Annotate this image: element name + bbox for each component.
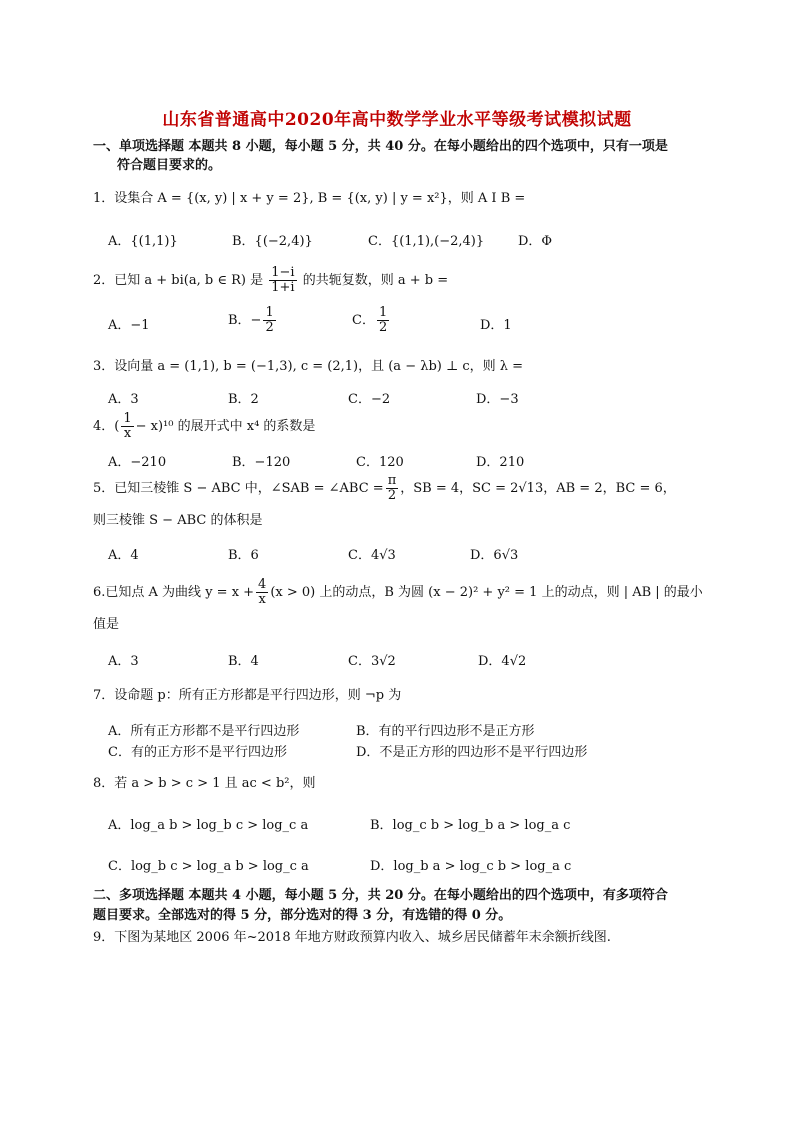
q2-b-den: 2: [265, 320, 274, 335]
q6-option-c: C．3√2: [348, 654, 396, 669]
q4-option-c: C．120: [356, 455, 404, 470]
q1-stem: 1．设集合 A = {(x, y) | x + y = 2}, B = {(x, y) | y = x²}，则 A I B =: [93, 191, 526, 206]
q1-option-b: B．{(−2,4)}: [232, 234, 313, 249]
q4-frac-num: 1: [123, 411, 132, 426]
section1-heading-line1: 一、单项选择题 本题共 8 小题，每小题 5 分，共 40 分。在每小题给出的四个选项中，只有一项是: [93, 139, 668, 154]
q2-frac-num: 1−i: [271, 265, 295, 280]
q2-option-b: [228, 306, 278, 335]
q5-option-a: A．4: [108, 548, 139, 563]
q5-frac-den: 2: [387, 488, 397, 503]
q5-fraction: [386, 474, 399, 503]
q6-frac-num: 4: [258, 577, 267, 592]
q4-frac-den: x: [123, 426, 132, 441]
q2-option-d: D．1: [480, 318, 512, 333]
q5-stem-line2: 则三棱锥 S − ABC 的体积是: [93, 513, 263, 528]
q2-c-num: 1: [378, 305, 388, 320]
q3-option-d: D．−3: [476, 392, 519, 407]
q1-option-d: D．Φ: [518, 234, 553, 249]
q9-stem: 9．下图为某地区 2006 年~2018 年地方财政预算内收入、城乡居民储蓄年末余额折线图.: [93, 930, 611, 945]
q7-option-d: D．不是正方形的四边形不是平行四边形: [356, 745, 588, 760]
q2-option-b-label: B．−: [228, 313, 262, 328]
q5-option-c: C．4√3: [348, 548, 396, 563]
q6-stem-line2: 值是: [93, 617, 120, 632]
q1-option-c: C．{(1,1),(−2,4)}: [368, 234, 485, 249]
q7-option-b: B．有的平行四边形不是正方形: [356, 724, 535, 739]
q5-stem-post: ，SB = 4，SC = 2√13，AB = 2，BC = 6，: [400, 481, 676, 496]
q4-stem: [93, 412, 315, 441]
q8-option-a: A．log_a b > log_b c > log_c a: [108, 818, 309, 833]
q8-option-b: B．log_c b > log_b a > log_a c: [370, 818, 571, 833]
q2-frac-den: 1+i: [271, 280, 295, 295]
q3-option-c: C．−2: [348, 392, 391, 407]
q6-option-a: A．3: [108, 654, 139, 669]
q2-fraction: [269, 266, 296, 295]
q3-stem: 3．设向量 a = (1,1), b = (−1,3), c = (2,1)，且 (a − λb) ⊥ c，则 λ =: [93, 359, 524, 374]
q8-option-d: D．log_b a > log_c b > log_a c: [370, 859, 572, 874]
q3-option-b: B．2: [228, 392, 259, 407]
q6-fraction: [256, 578, 268, 607]
q6-option-d: D．4√2: [478, 654, 527, 669]
q4-fraction: [121, 412, 133, 441]
q2-option-c: [352, 306, 391, 335]
q8-stem: 8．若 a > b > c > 1 且 ac < b²，则: [93, 776, 316, 791]
q2-option-c-frac: [377, 306, 389, 335]
q6-stem-pre: 6.已知点 A 为曲线 y = x +: [93, 585, 255, 600]
q7-option-a: A．所有正方形都不是平行四边形: [108, 724, 300, 739]
q6-stem-post: (x > 0) 上的动点，B 为圆 (x − 2)² + y² = 1 上的动点，则 | AB | 的最小: [270, 585, 703, 600]
q2-c-den: 2: [378, 320, 388, 335]
section2-heading-line2: 题目要求。全部选对的得 5 分，部分选对的得 3 分，有选错的得 0 分。: [93, 908, 512, 923]
section2-heading-line1: 二、多项选择题 本题共 4 小题，每小题 5 分，共 20 分。在每小题给出的四个选项中，有多项符合: [93, 888, 668, 903]
q2-stem-pre: 2．已知 a + bi(a, b ∈ R) 是: [93, 273, 264, 288]
q6-stem: [93, 578, 703, 607]
q5-option-d: D．6√3: [470, 548, 519, 563]
q5-option-b: B．6: [228, 548, 259, 563]
q4-stem-pre: 4．(: [93, 419, 120, 434]
q1-option-a: A．{(1,1)}: [108, 234, 178, 249]
q4-stem-post: − x)¹⁰ 的展开式中 x⁴ 的系数是: [135, 419, 316, 434]
page-title: 山东省普通高中2020年高中数学学业水平等级考试模拟试题: [162, 110, 632, 130]
section1-heading-line2: 符合题目要求的。: [117, 158, 222, 173]
q3-option-a: A．3: [108, 392, 139, 407]
q4-option-b: B．−120: [232, 455, 291, 470]
q4-option-a: A．−210: [108, 455, 167, 470]
q6-frac-den: x: [258, 592, 266, 607]
q4-option-d: D．210: [476, 455, 525, 470]
q2-option-c-label: C．: [352, 313, 375, 328]
q2-stem: [93, 266, 448, 295]
q2-option-a: A．−1: [108, 318, 150, 333]
q2-b-num: 1: [265, 305, 274, 320]
q7-option-c: C．有的正方形不是平行四边形: [108, 745, 287, 760]
q8-option-c: C．log_b c > log_a b > log_c a: [108, 859, 309, 874]
q7-stem: 7．设命题 p：所有正方形都是平行四边形，则 ¬p 为: [93, 688, 402, 703]
q5-stem: [93, 474, 676, 503]
q6-option-b: B．4: [228, 654, 259, 669]
q2-option-b-frac: [263, 306, 275, 335]
q2-stem-post: 的共轭复数，则 a + b =: [302, 273, 449, 288]
q5-stem-pre: 5．已知三棱锥 S − ABC 中，∠SAB = ∠ABC =: [93, 481, 384, 496]
q5-frac-num: π: [387, 473, 397, 488]
